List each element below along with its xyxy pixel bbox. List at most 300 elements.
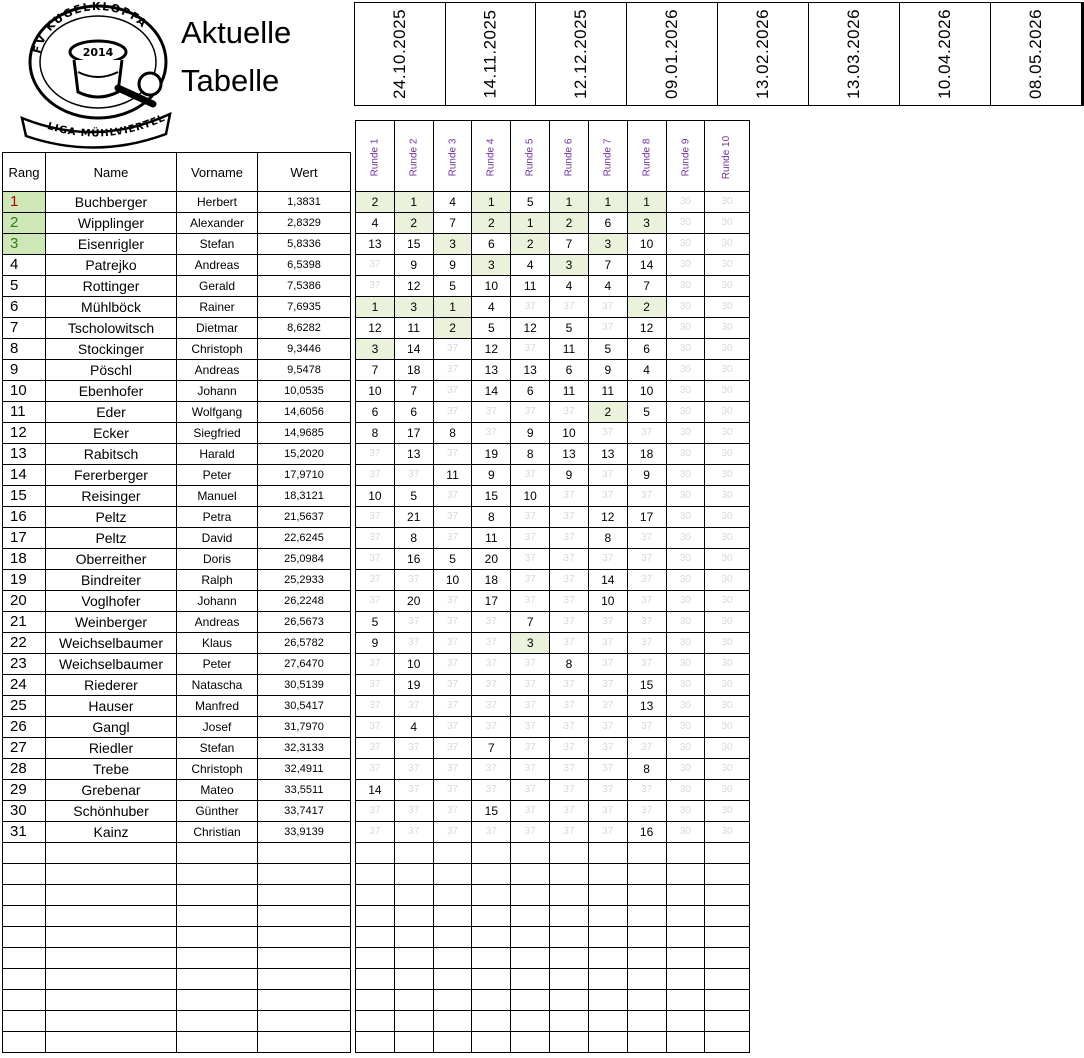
round-score-cell: 37 [511, 465, 550, 486]
empty-cell [258, 1011, 351, 1032]
value-cell: 1,3831 [258, 192, 351, 213]
firstname-cell: Christian [177, 822, 258, 843]
round-score-cell: 37 [433, 528, 472, 549]
empty-row [356, 969, 750, 990]
value-cell: 8,6282 [258, 318, 351, 339]
empty-cell [356, 948, 395, 969]
empty-cell [627, 1011, 666, 1032]
round-score-cell: 10 [627, 234, 666, 255]
rank-cell: 22 [3, 633, 46, 654]
round-score-cell: 37 [588, 486, 627, 507]
round-label: Runde 9 [679, 138, 691, 177]
round-row [356, 192, 750, 213]
firstname-cell: Herbert [177, 192, 258, 213]
round-score-cell: 30 [705, 780, 749, 801]
round-score-cell: 37 [433, 402, 472, 423]
rank-cell: 21 [3, 612, 46, 633]
firstname-cell: Dietmar [177, 318, 258, 339]
empty-cell [356, 1032, 395, 1053]
round-score-cell: 37 [511, 654, 550, 675]
round-score-cell: 7 [550, 234, 589, 255]
round-score-cell: 12 [627, 318, 666, 339]
round-score-cell: 20 [472, 549, 511, 570]
empty-cell [666, 885, 705, 906]
empty-cell [433, 927, 472, 948]
round-score-cell: 30 [705, 318, 749, 339]
name-cell: Tscholowitsch [46, 318, 177, 339]
round-row [356, 402, 750, 423]
round-score-cell: 37 [433, 381, 472, 402]
rank-cell: 14 [3, 465, 46, 486]
empty-cell [550, 864, 589, 885]
round-score-cell: 37 [511, 822, 550, 843]
empty-cell [258, 843, 351, 864]
empty-cell [258, 969, 351, 990]
table-row [3, 675, 258, 696]
empty-row [258, 990, 351, 1011]
round-score-cell: 37 [356, 570, 395, 591]
round-score-cell: 10 [588, 591, 627, 612]
round-score-cell: 37 [588, 738, 627, 759]
empty-cell [177, 927, 258, 948]
round-score-cell: 37 [550, 591, 589, 612]
empty-cell [472, 1032, 511, 1053]
name-cell: Ebenhofer [46, 381, 177, 402]
empty-cell [177, 948, 258, 969]
name-cell: Schönhuber [46, 801, 177, 822]
header-rang: Rang [3, 153, 46, 192]
round-score-cell: 37 [627, 801, 666, 822]
empty-cell [588, 1032, 627, 1053]
rank-cell: 6 [3, 297, 46, 318]
table-row [3, 759, 258, 780]
value-row [258, 717, 351, 738]
empty-cell [433, 906, 472, 927]
empty-cell [258, 864, 351, 885]
round-score-cell: 37 [627, 780, 666, 801]
name-cell: Bindreiter [46, 570, 177, 591]
round-score-cell: 37 [627, 528, 666, 549]
value-cell: 7,5386 [258, 276, 351, 297]
round-score-cell: 6 [394, 402, 433, 423]
round-score-cell: 12 [588, 507, 627, 528]
empty-cell [433, 969, 472, 990]
round-score-cell: 37 [627, 633, 666, 654]
date-label: 10.04.2026 [935, 8, 955, 100]
empty-cell [3, 969, 46, 990]
round-header [666, 121, 705, 192]
empty-cell [394, 1032, 433, 1053]
round-score-cell: 3 [588, 234, 627, 255]
firstname-cell: Andreas [177, 612, 258, 633]
empty-cell [433, 1032, 472, 1053]
round-score-cell: 30 [666, 339, 705, 360]
round-score-cell: 19 [472, 444, 511, 465]
round-header [588, 121, 627, 192]
empty-cell [550, 969, 589, 990]
value-row [258, 591, 351, 612]
table-row [3, 780, 258, 801]
round-row [356, 570, 750, 591]
empty-cell [46, 927, 177, 948]
dates-table [354, 2, 1084, 106]
empty-cell [588, 990, 627, 1011]
round-score-cell: 7 [511, 612, 550, 633]
value-cell: 31,7970 [258, 717, 351, 738]
value-row [258, 780, 351, 801]
round-score-cell: 37 [433, 633, 472, 654]
date-label: 13.02.2026 [753, 8, 773, 100]
round-score-cell: 9 [356, 633, 395, 654]
round-label: Runde 4 [485, 138, 497, 177]
club-logo [18, 2, 173, 152]
round-score-cell: 9 [550, 465, 589, 486]
empty-row [356, 906, 750, 927]
empty-row [258, 906, 351, 927]
empty-cell [511, 969, 550, 990]
value-cell: 21,5637 [258, 507, 351, 528]
value-row [258, 339, 351, 360]
round-score-cell: 37 [550, 507, 589, 528]
round-score-cell: 30 [666, 654, 705, 675]
date-label: 14.11.2025 [480, 9, 500, 99]
value-row [258, 822, 351, 843]
round-score-cell: 37 [511, 675, 550, 696]
round-score-cell: 8 [394, 528, 433, 549]
empty-cell [627, 843, 666, 864]
value-row [258, 318, 351, 339]
round-score-cell: 3 [472, 255, 511, 276]
round-score-cell: 6 [511, 381, 550, 402]
table-row [3, 717, 258, 738]
round-score-cell: 37 [550, 402, 589, 423]
round-score-cell: 1 [588, 192, 627, 213]
round-score-cell: 11 [550, 339, 589, 360]
round-score-cell: 7 [588, 255, 627, 276]
round-score-cell: 30 [666, 402, 705, 423]
empty-cell [433, 843, 472, 864]
round-row [356, 297, 750, 318]
empty-cell [705, 864, 749, 885]
round-score-cell: 3 [511, 633, 550, 654]
round-score-cell: 30 [666, 738, 705, 759]
value-cell: 33,9139 [258, 822, 351, 843]
firstname-cell: Natascha [177, 675, 258, 696]
round-score-cell: 37 [433, 444, 472, 465]
round-score-cell: 30 [666, 360, 705, 381]
table-row [3, 339, 258, 360]
round-score-cell: 37 [550, 801, 589, 822]
header-wert: Wert [258, 153, 351, 192]
name-cell: Kainz [46, 822, 177, 843]
value-cell: 15,2020 [258, 444, 351, 465]
name-cell: Weinberger [46, 612, 177, 633]
value-cell: 27,6470 [258, 654, 351, 675]
value-row [258, 213, 351, 234]
round-score-cell: 37 [394, 759, 433, 780]
value-cell: 2,8329 [258, 213, 351, 234]
round-score-cell: 4 [356, 213, 395, 234]
rank-cell: 12 [3, 423, 46, 444]
round-score-cell: 37 [356, 759, 395, 780]
round-score-cell: 37 [394, 465, 433, 486]
round-row [356, 822, 750, 843]
round-score-cell: 37 [356, 675, 395, 696]
empty-cell [627, 969, 666, 990]
empty-cell [394, 885, 433, 906]
value-cell: 33,7417 [258, 801, 351, 822]
firstname-cell: Wolfgang [177, 402, 258, 423]
round-score-cell: 4 [394, 717, 433, 738]
value-row [258, 465, 351, 486]
empty-cell [46, 864, 177, 885]
round-score-cell: 30 [666, 192, 705, 213]
empty-row [356, 864, 750, 885]
table-row [3, 465, 258, 486]
round-score-cell: 9 [627, 465, 666, 486]
round-score-cell: 14 [627, 255, 666, 276]
rank-cell: 16 [3, 507, 46, 528]
round-score-cell: 37 [394, 780, 433, 801]
round-score-cell: 37 [550, 486, 589, 507]
round-score-cell: 6 [588, 213, 627, 234]
empty-cell [705, 906, 749, 927]
date-cell [446, 3, 536, 106]
round-label: Runde 1 [369, 138, 381, 177]
empty-cell [511, 990, 550, 1011]
empty-cell [588, 1011, 627, 1032]
round-score-cell: 30 [705, 423, 749, 444]
firstname-cell: Josef [177, 717, 258, 738]
value-row [258, 633, 351, 654]
empty-row [258, 843, 351, 864]
table-row [3, 738, 258, 759]
round-score-cell: 7 [433, 213, 472, 234]
empty-cell [627, 948, 666, 969]
round-score-cell: 16 [627, 822, 666, 843]
round-score-cell: 8 [433, 423, 472, 444]
round-score-cell: 3 [627, 213, 666, 234]
empty-row [3, 969, 258, 990]
round-row [356, 213, 750, 234]
round-score-cell: 30 [705, 696, 749, 717]
round-score-cell: 13 [511, 360, 550, 381]
empty-cell [356, 969, 395, 990]
round-score-cell: 30 [666, 234, 705, 255]
value-cell: 33,5511 [258, 780, 351, 801]
empty-cell [356, 885, 395, 906]
round-score-cell: 7 [627, 276, 666, 297]
empty-cell [3, 990, 46, 1011]
table-row [3, 402, 258, 423]
empty-cell [472, 969, 511, 990]
round-score-cell: 6 [356, 402, 395, 423]
empty-cell [666, 969, 705, 990]
round-score-cell: 37 [356, 549, 395, 570]
round-label: Runde 5 [524, 138, 536, 177]
empty-cell [433, 990, 472, 1011]
firstname-cell: Harald [177, 444, 258, 465]
round-score-cell: 4 [588, 276, 627, 297]
round-header [627, 121, 666, 192]
empty-cell [356, 906, 395, 927]
empty-row [356, 948, 750, 969]
round-row [356, 591, 750, 612]
firstname-cell: Gerald [177, 276, 258, 297]
table-row [3, 381, 258, 402]
rank-cell: 5 [3, 276, 46, 297]
empty-row [356, 990, 750, 1011]
round-score-cell: 30 [666, 318, 705, 339]
empty-cell [550, 1011, 589, 1032]
date-label: 24.10.2025 [390, 8, 410, 100]
empty-row [3, 906, 258, 927]
round-score-cell: 5 [433, 549, 472, 570]
empty-cell [3, 1011, 46, 1032]
round-score-cell: 37 [433, 507, 472, 528]
empty-row [258, 1032, 351, 1053]
name-cell: Eisenrigler [46, 234, 177, 255]
title-line-1: Aktuelle [181, 15, 292, 50]
firstname-cell: Manfred [177, 696, 258, 717]
round-score-cell: 5 [627, 402, 666, 423]
value-cell: 9,5478 [258, 360, 351, 381]
round-score-cell: 37 [511, 402, 550, 423]
round-score-cell: 8 [550, 654, 589, 675]
empty-cell [356, 927, 395, 948]
round-score-cell: 10 [394, 654, 433, 675]
round-score-cell: 37 [356, 738, 395, 759]
table-row [3, 192, 258, 213]
round-score-cell: 13 [588, 444, 627, 465]
value-cell: 26,5673 [258, 612, 351, 633]
round-score-cell: 8 [472, 507, 511, 528]
round-score-cell: 30 [666, 486, 705, 507]
value-row [258, 234, 351, 255]
empty-cell [356, 990, 395, 1011]
round-score-cell: 5 [394, 486, 433, 507]
round-row [356, 423, 750, 444]
round-score-cell: 20 [394, 591, 433, 612]
round-score-cell: 30 [705, 591, 749, 612]
round-score-cell: 37 [588, 423, 627, 444]
round-score-cell: 17 [627, 507, 666, 528]
empty-row [258, 885, 351, 906]
round-score-cell: 37 [472, 759, 511, 780]
round-score-cell: 30 [666, 276, 705, 297]
round-label: Runde 7 [602, 138, 614, 177]
firstname-cell: Rainer [177, 297, 258, 318]
round-score-cell: 8 [627, 759, 666, 780]
round-label: Runde 8 [641, 138, 653, 177]
rank-cell: 20 [3, 591, 46, 612]
round-score-cell: 30 [705, 822, 749, 843]
round-score-cell: 30 [705, 234, 749, 255]
round-score-cell: 2 [627, 297, 666, 318]
empty-cell [511, 948, 550, 969]
round-score-cell: 37 [356, 801, 395, 822]
round-score-cell: 30 [666, 570, 705, 591]
name-cell: Trebe [46, 759, 177, 780]
empty-cell [3, 885, 46, 906]
round-score-cell: 37 [550, 675, 589, 696]
round-row [356, 717, 750, 738]
value-cell: 25,2933 [258, 570, 351, 591]
round-score-cell: 37 [356, 276, 395, 297]
round-score-cell: 30 [705, 633, 749, 654]
value-cell: 14,9685 [258, 423, 351, 444]
table-row [3, 276, 258, 297]
round-score-cell: 37 [550, 822, 589, 843]
round-score-cell: 37 [472, 675, 511, 696]
round-score-cell: 1 [627, 192, 666, 213]
round-row [356, 318, 750, 339]
value-row [258, 276, 351, 297]
round-score-cell: 6 [627, 339, 666, 360]
round-score-cell: 37 [356, 654, 395, 675]
round-score-cell: 30 [666, 612, 705, 633]
round-score-cell: 10 [356, 486, 395, 507]
empty-cell [705, 1011, 749, 1032]
round-score-cell: 30 [666, 717, 705, 738]
round-score-cell: 37 [433, 717, 472, 738]
round-row [356, 507, 750, 528]
round-score-cell: 30 [666, 444, 705, 465]
empty-row [3, 990, 258, 1011]
round-score-cell: 37 [588, 717, 627, 738]
round-score-cell: 37 [511, 549, 550, 570]
round-score-cell: 9 [511, 423, 550, 444]
value-row [258, 423, 351, 444]
empty-cell [46, 906, 177, 927]
round-score-cell: 30 [705, 717, 749, 738]
round-score-cell: 30 [705, 444, 749, 465]
round-header [394, 121, 433, 192]
round-score-cell: 30 [705, 297, 749, 318]
name-cell: Gangl [46, 717, 177, 738]
round-score-cell: 30 [705, 360, 749, 381]
value-row [258, 255, 351, 276]
round-score-cell: 4 [433, 192, 472, 213]
empty-cell [258, 927, 351, 948]
empty-cell [258, 990, 351, 1011]
round-score-cell: 37 [588, 318, 627, 339]
round-score-cell: 37 [511, 570, 550, 591]
round-row [356, 675, 750, 696]
round-score-cell: 11 [472, 528, 511, 549]
round-score-cell: 1 [356, 297, 395, 318]
empty-cell [666, 864, 705, 885]
firstname-cell: Andreas [177, 255, 258, 276]
round-score-cell: 14 [394, 339, 433, 360]
empty-cell [705, 885, 749, 906]
table-row [3, 633, 258, 654]
round-header [511, 121, 550, 192]
value-cell: 32,4911 [258, 759, 351, 780]
empty-cell [46, 843, 177, 864]
value-row [258, 759, 351, 780]
empty-row [258, 969, 351, 990]
round-score-cell: 30 [705, 465, 749, 486]
value-row [258, 507, 351, 528]
name-cell: Eder [46, 402, 177, 423]
firstname-cell: Klaus [177, 633, 258, 654]
round-score-cell: 37 [550, 528, 589, 549]
round-score-cell: 13 [472, 360, 511, 381]
round-row [356, 612, 750, 633]
empty-row [356, 1011, 750, 1032]
round-label: Runde 6 [563, 138, 575, 177]
